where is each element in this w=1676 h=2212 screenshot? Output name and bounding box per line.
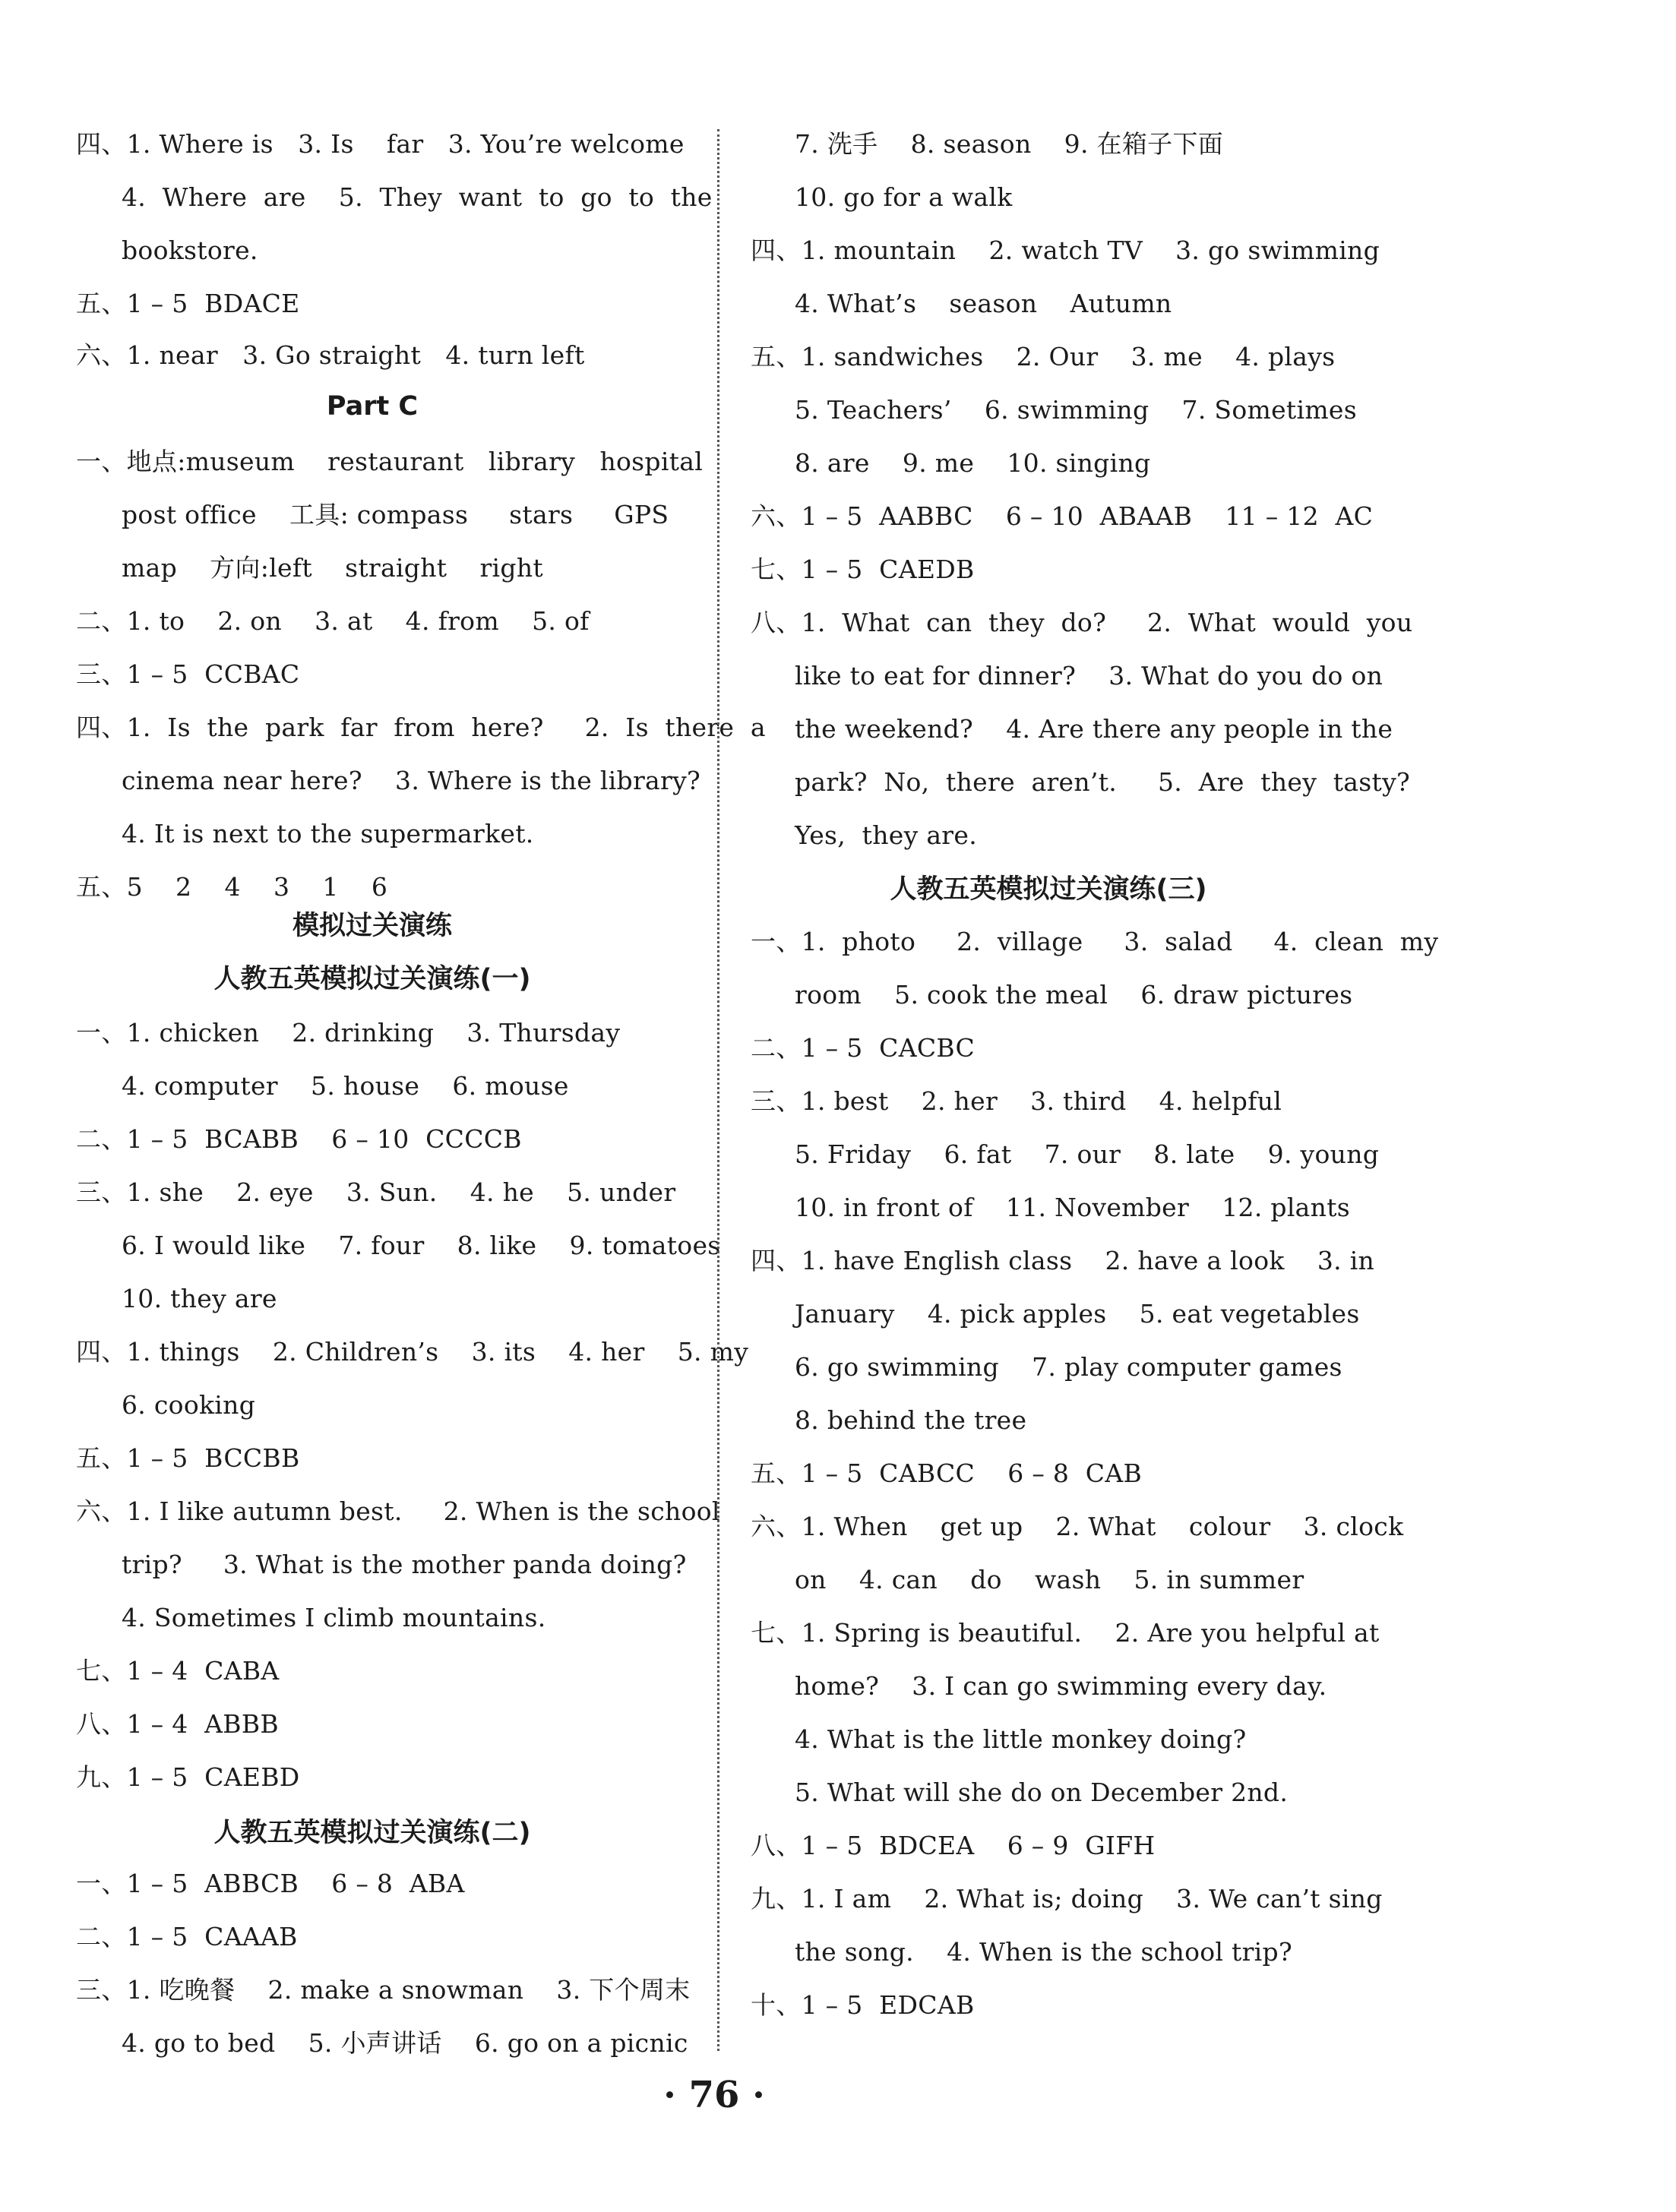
right-answer-line: 6. go swimming 7. play computer games — [795, 1352, 1342, 1382]
left-section-heading: 模拟过关演练 — [292, 911, 452, 941]
left-answer-line: 一、1. chicken 2. drinking 3. Thursday — [76, 1018, 621, 1048]
right-answer-line: 8. are 9. me 10. singing — [795, 448, 1151, 478]
right-answer-line: 七、1 – 5 CAEDB — [751, 555, 975, 584]
left-answer-line: 三、1 – 5 CCBAC — [76, 659, 300, 689]
left-answer-line: 4. Where are 5. They want to go to the — [122, 182, 713, 212]
left-answer-line: 二、1. to 2. on 3. at 4. from 5. of — [76, 606, 590, 636]
right-answer-line: 5. Friday 6. fat 7. our 8. late 9. young — [795, 1139, 1380, 1169]
right-answer-line: like to eat for dinner? 3. What do you do on — [795, 661, 1383, 690]
left-answer-line: 七、1 – 4 CABA — [76, 1656, 280, 1686]
left-answer-line: 二、1 – 5 BCABB 6 – 10 CCCCB — [76, 1124, 522, 1154]
right-answer-line: 二、1 – 5 CACBC — [751, 1033, 976, 1063]
right-answer-line: home? 3. I can go swimming every day. — [795, 1671, 1327, 1701]
right-answer-line: the song. 4. When is the school trip? — [795, 1937, 1292, 1967]
right-section-heading: 人教五英模拟过关演练(三) — [890, 874, 1207, 905]
left-answer-line: 4. It is next to the supermarket. — [122, 819, 534, 848]
left-answer-line: 五、1 – 5 BDACE — [76, 289, 300, 318]
left-answer-line: 四、1. Where is 3. Is far 3. You’re welcome — [76, 129, 685, 159]
left-section-heading: 人教五英模拟过关演练(一) — [213, 964, 531, 994]
left-answer-line: 4. computer 5. house 6. mouse — [122, 1071, 569, 1101]
left-answer-line: cinema near here? 3. Where is the library? — [122, 766, 701, 795]
right-answer-line: 5. What will she do on December 2nd. — [795, 1778, 1289, 1807]
right-answer-line: 七、1. Spring is beautiful. 2. Are you helpful at — [751, 1618, 1380, 1648]
right-answer-line: 五、1. sandwiches 2. Our 3. me 4. plays — [751, 342, 1336, 371]
left-answer-line: 二、1 – 5 CAAAB — [76, 1922, 298, 1951]
left-answer-line: 三、1. she 2. eye 3. Sun. 4. he 5. under — [76, 1177, 676, 1207]
right-answer-line: 8. behind the tree — [795, 1405, 1027, 1435]
right-answer-line: park? No, there aren’t. 5. Are they tasty? — [795, 767, 1411, 797]
right-answer-line: 三、1. best 2. her 3. third 4. helpful — [751, 1086, 1282, 1116]
left-section-heading: 人教五英模拟过关演练(二) — [213, 1818, 531, 1848]
right-answer-line: 5. Teachers’ 6. swimming 7. Sometimes — [795, 395, 1357, 425]
left-answer-line: 六、1. I like autumn best. 2. When is the school — [76, 1496, 720, 1526]
left-answer-line: 一、地点:museum restaurant library hospital — [76, 447, 704, 476]
right-answer-line: 4. What’s season Autumn — [795, 289, 1172, 318]
left-answer-line: 五、5 2 4 3 1 6 — [76, 872, 388, 902]
right-answer-line: 4. What is the little monkey doing? — [795, 1724, 1247, 1754]
right-answer-line: 10. in front of 11. November 12. plants — [795, 1193, 1351, 1222]
right-answer-line: 六、1 – 5 AABBC 6 – 10 ABAAB 11 – 12 AC — [751, 501, 1374, 531]
right-answer-line: 7. 洗手 8. season 9. 在箱子下面 — [795, 129, 1224, 159]
right-answer-line: room 5. cook the meal 6. draw pictures — [795, 980, 1353, 1010]
left-section-heading: Part C — [326, 391, 419, 422]
right-answer-line: 10. go for a walk — [795, 182, 1013, 212]
right-answer-line: on 4. can do wash 5. in summer — [795, 1565, 1304, 1594]
right-answer-line: Yes, they are. — [795, 820, 977, 850]
right-answer-line: 一、1. photo 2. village 3. salad 4. clean my — [751, 927, 1439, 956]
left-answer-line: 4. Sometimes I climb mountains. — [122, 1603, 546, 1632]
left-answer-line: map 方向:left straight right — [122, 553, 543, 583]
left-answer-line: 三、1. 吃晚餐 2. make a snowman 3. 下个周末 — [76, 1975, 691, 2005]
left-answer-line: 一、1 – 5 ABBCB 6 – 8 ABA — [76, 1869, 465, 1898]
column-divider — [717, 129, 719, 2051]
left-answer-line: 四、1. things 2. Children’s 3. its 4. her 5. my — [76, 1337, 749, 1367]
left-answer-line: 4. go to bed 5. 小声讲话 6. go on a picnic — [122, 2028, 688, 2058]
left-answer-line: post office 工具: compass stars GPS — [122, 500, 669, 529]
left-answer-line: 6. I would like 7. four 8. like 9. tomatoes — [122, 1231, 721, 1260]
left-answer-line: 六、1. near 3. Go straight 4. turn left — [76, 340, 585, 370]
left-answer-line: trip? 3. What is the mother panda doing? — [122, 1550, 687, 1579]
right-answer-line: 四、1. have English class 2. have a look 3. in — [751, 1246, 1375, 1275]
right-answer-line: the weekend? 4. Are there any people in the — [795, 714, 1393, 744]
left-answer-line: 九、1 – 5 CAEBD — [76, 1762, 300, 1792]
left-answer-line: 6. cooking — [122, 1390, 256, 1420]
right-answer-line: 九、1. I am 2. What is; doing 3. We can’t sing — [751, 1884, 1383, 1913]
left-answer-line: 10. they are — [122, 1284, 277, 1313]
right-answer-line: 五、1 – 5 CABCC 6 – 8 CAB — [751, 1458, 1143, 1488]
right-answer-line: 八、1 – 5 BDCEA 6 – 9 GIFH — [751, 1831, 1156, 1860]
right-answer-line: 十、1 – 5 EDCAB — [751, 1990, 975, 2020]
page-number: · 76 · — [663, 2074, 765, 2116]
right-answer-line: January 4. pick apples 5. eat vegetables — [795, 1299, 1360, 1329]
left-answer-line: 四、1. Is the park far from here? 2. Is there a — [76, 713, 766, 742]
right-answer-line: 四、1. mountain 2. watch TV 3. go swimming — [751, 235, 1380, 265]
left-answer-line: bookstore. — [122, 235, 258, 265]
left-answer-line: 八、1 – 4 ABBB — [76, 1709, 279, 1739]
right-answer-line: 八、1. What can they do? 2. What would you — [751, 608, 1413, 637]
left-answer-line: 五、1 – 5 BCCBB — [76, 1443, 300, 1473]
right-answer-line: 六、1. When get up 2. What colour 3. clock — [751, 1512, 1404, 1541]
